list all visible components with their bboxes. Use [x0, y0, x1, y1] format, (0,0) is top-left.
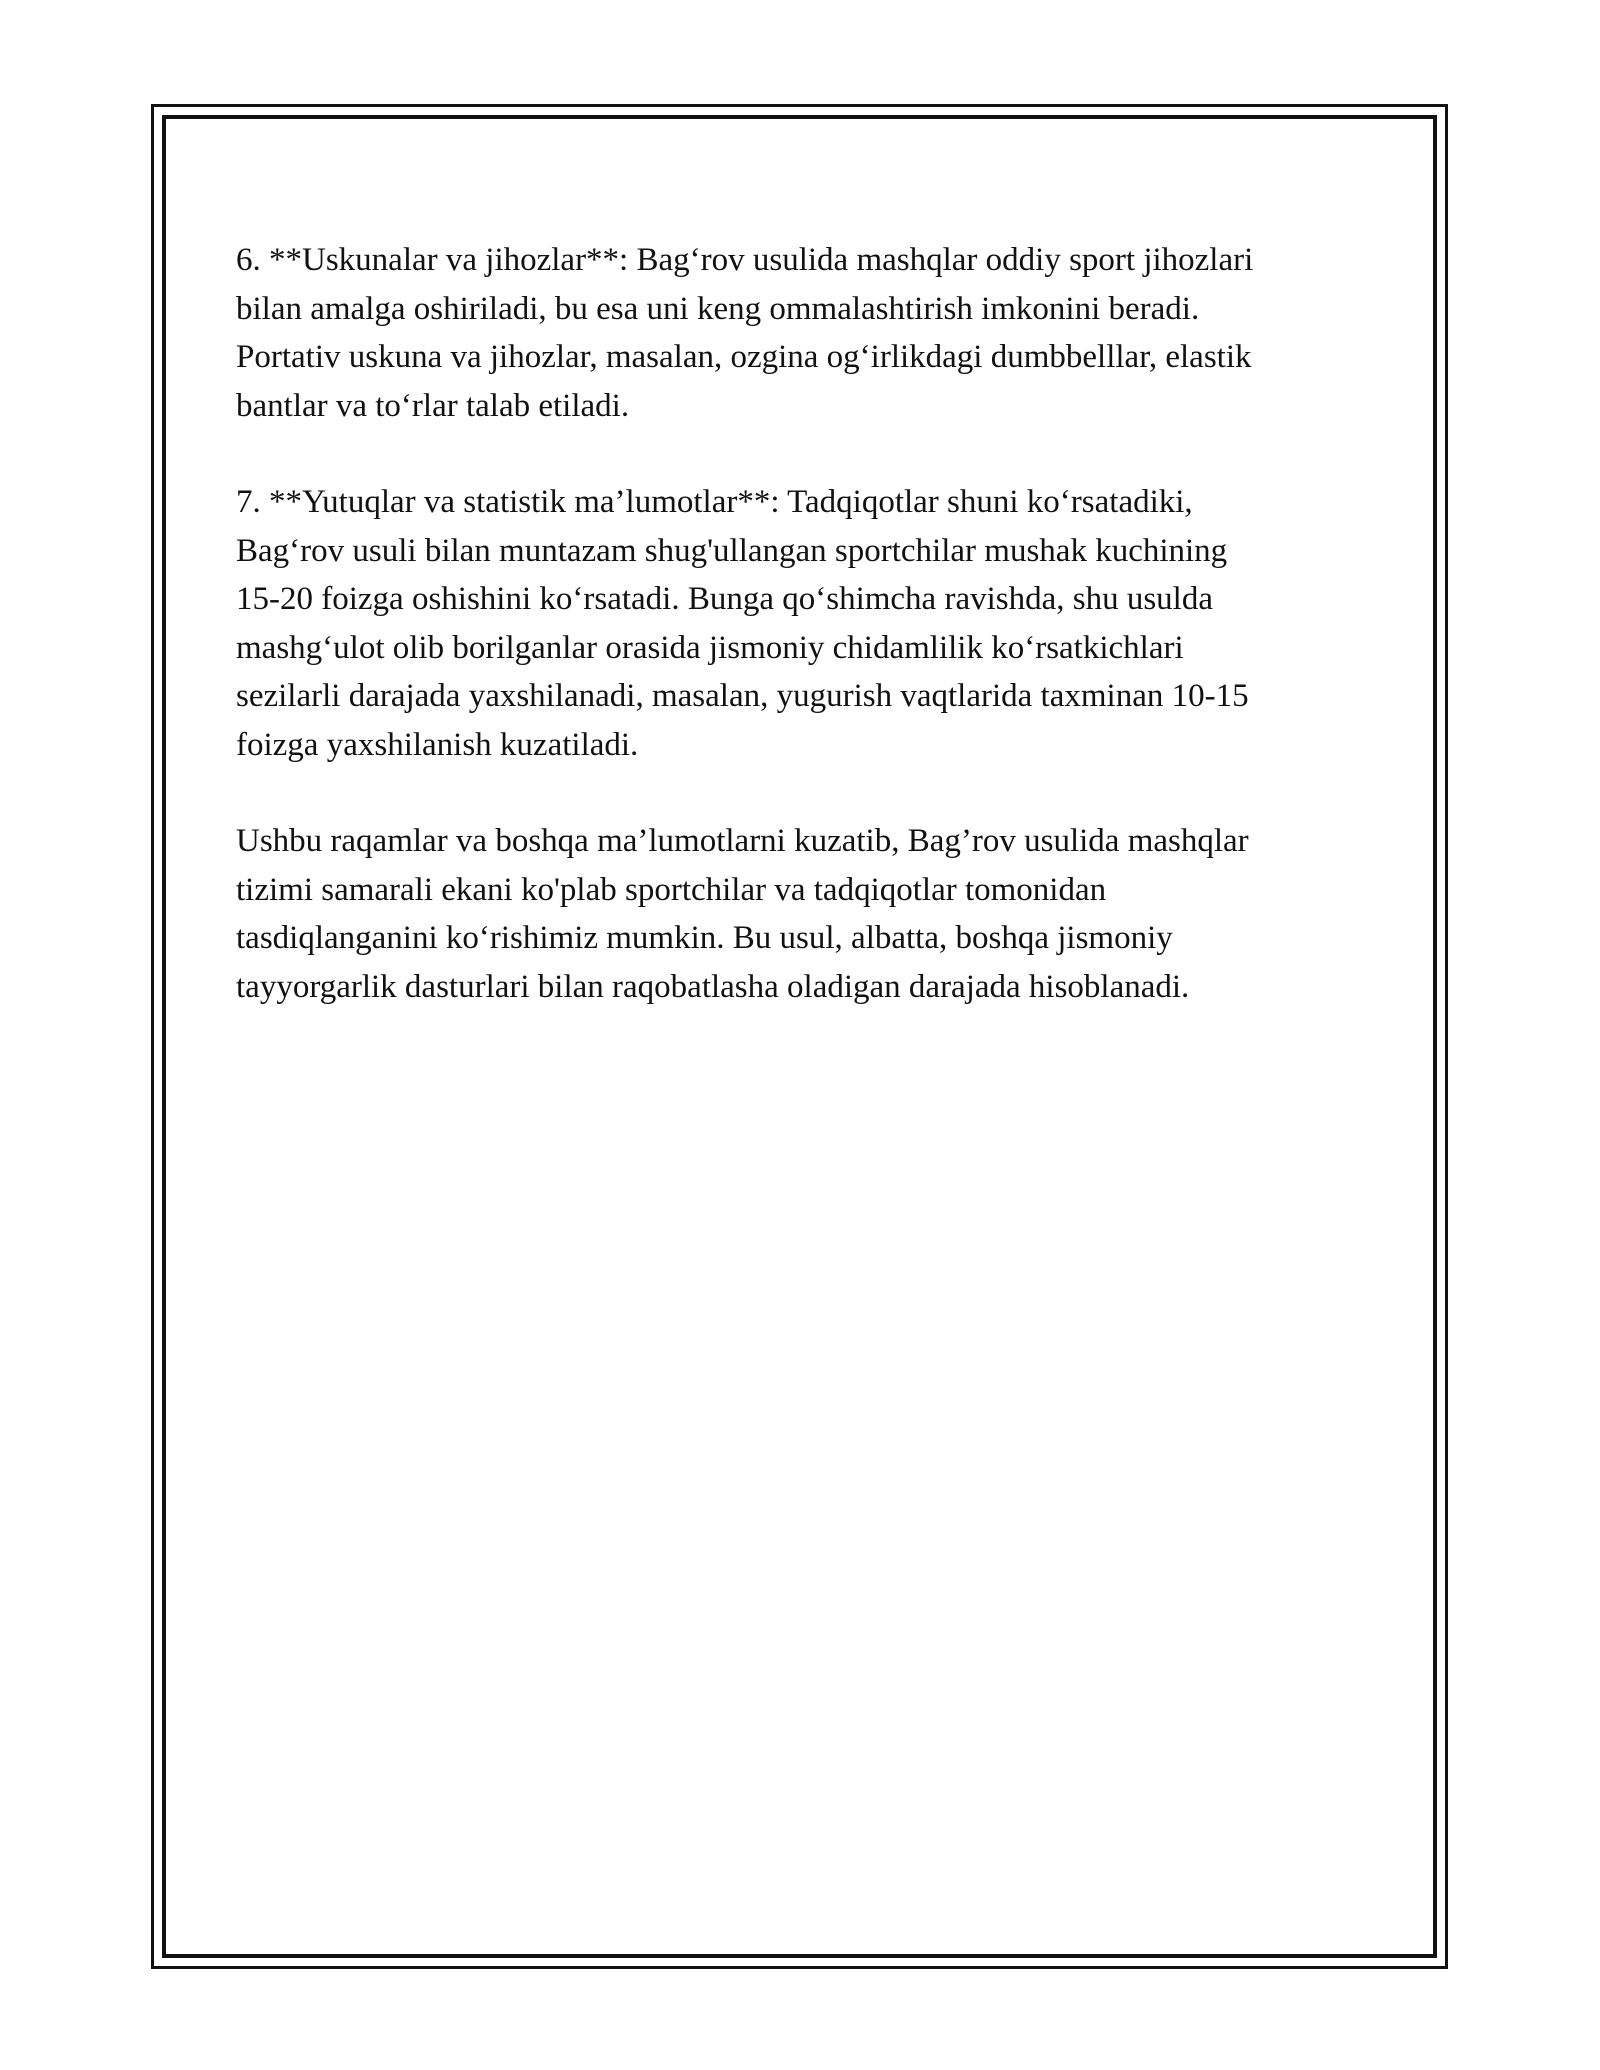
paragraph-achievements-statistics: 7. **Yutuqlar va statistik ma’lumotlar**: Tadqiqotlar shuni ko‘rsatadiki, Bag‘rov usuli bilan muntazam shug'ullangan sportchilar mushak kuchining 15-20 foizga oshishini ko‘rsatadi. Bunga qo‘shimcha ravishda, shu usulda mashg‘ulot olib borilganlar orasida jismoniy chidamlilik ko‘rsatkichlari sezilarli darajada yaxshilanadi, masalan, yugurish vaqtlarida taxminan 10-15 foizga yaxshilanish kuzatiladi. [236, 484, 1249, 763]
paragraph-conclusion: Ushbu raqamlar va boshqa ma’lumotlarni kuzatib, Bag’rov usulida mashqlar tizimi samarali ekani ko'plab sportchilar va tadqiqotlar tomonidan tasdiqlanganini ko‘rishimiz mumkin. Bu usul, albatta, boshqa jismoniy tayyorgarlik dasturlari bilan raqobatlasha oladigan darajada hisoblanadi. [236, 823, 1249, 1005]
paragraph-equipment: 6. **Uskunalar va jihozlar**: Bag‘rov usulida mashqlar oddiy sport jihozlari bilan amalga oshiriladi, bu esa uni keng ommalashtirish imkonini beradi. Portativ uskuna va jihozlar, masalan, ozgina og‘irlikdagi dumbbelllar, elastik bantlar va to‘rlar talab etiladi. [236, 242, 1254, 424]
document-body [236, 236, 1386, 1059]
